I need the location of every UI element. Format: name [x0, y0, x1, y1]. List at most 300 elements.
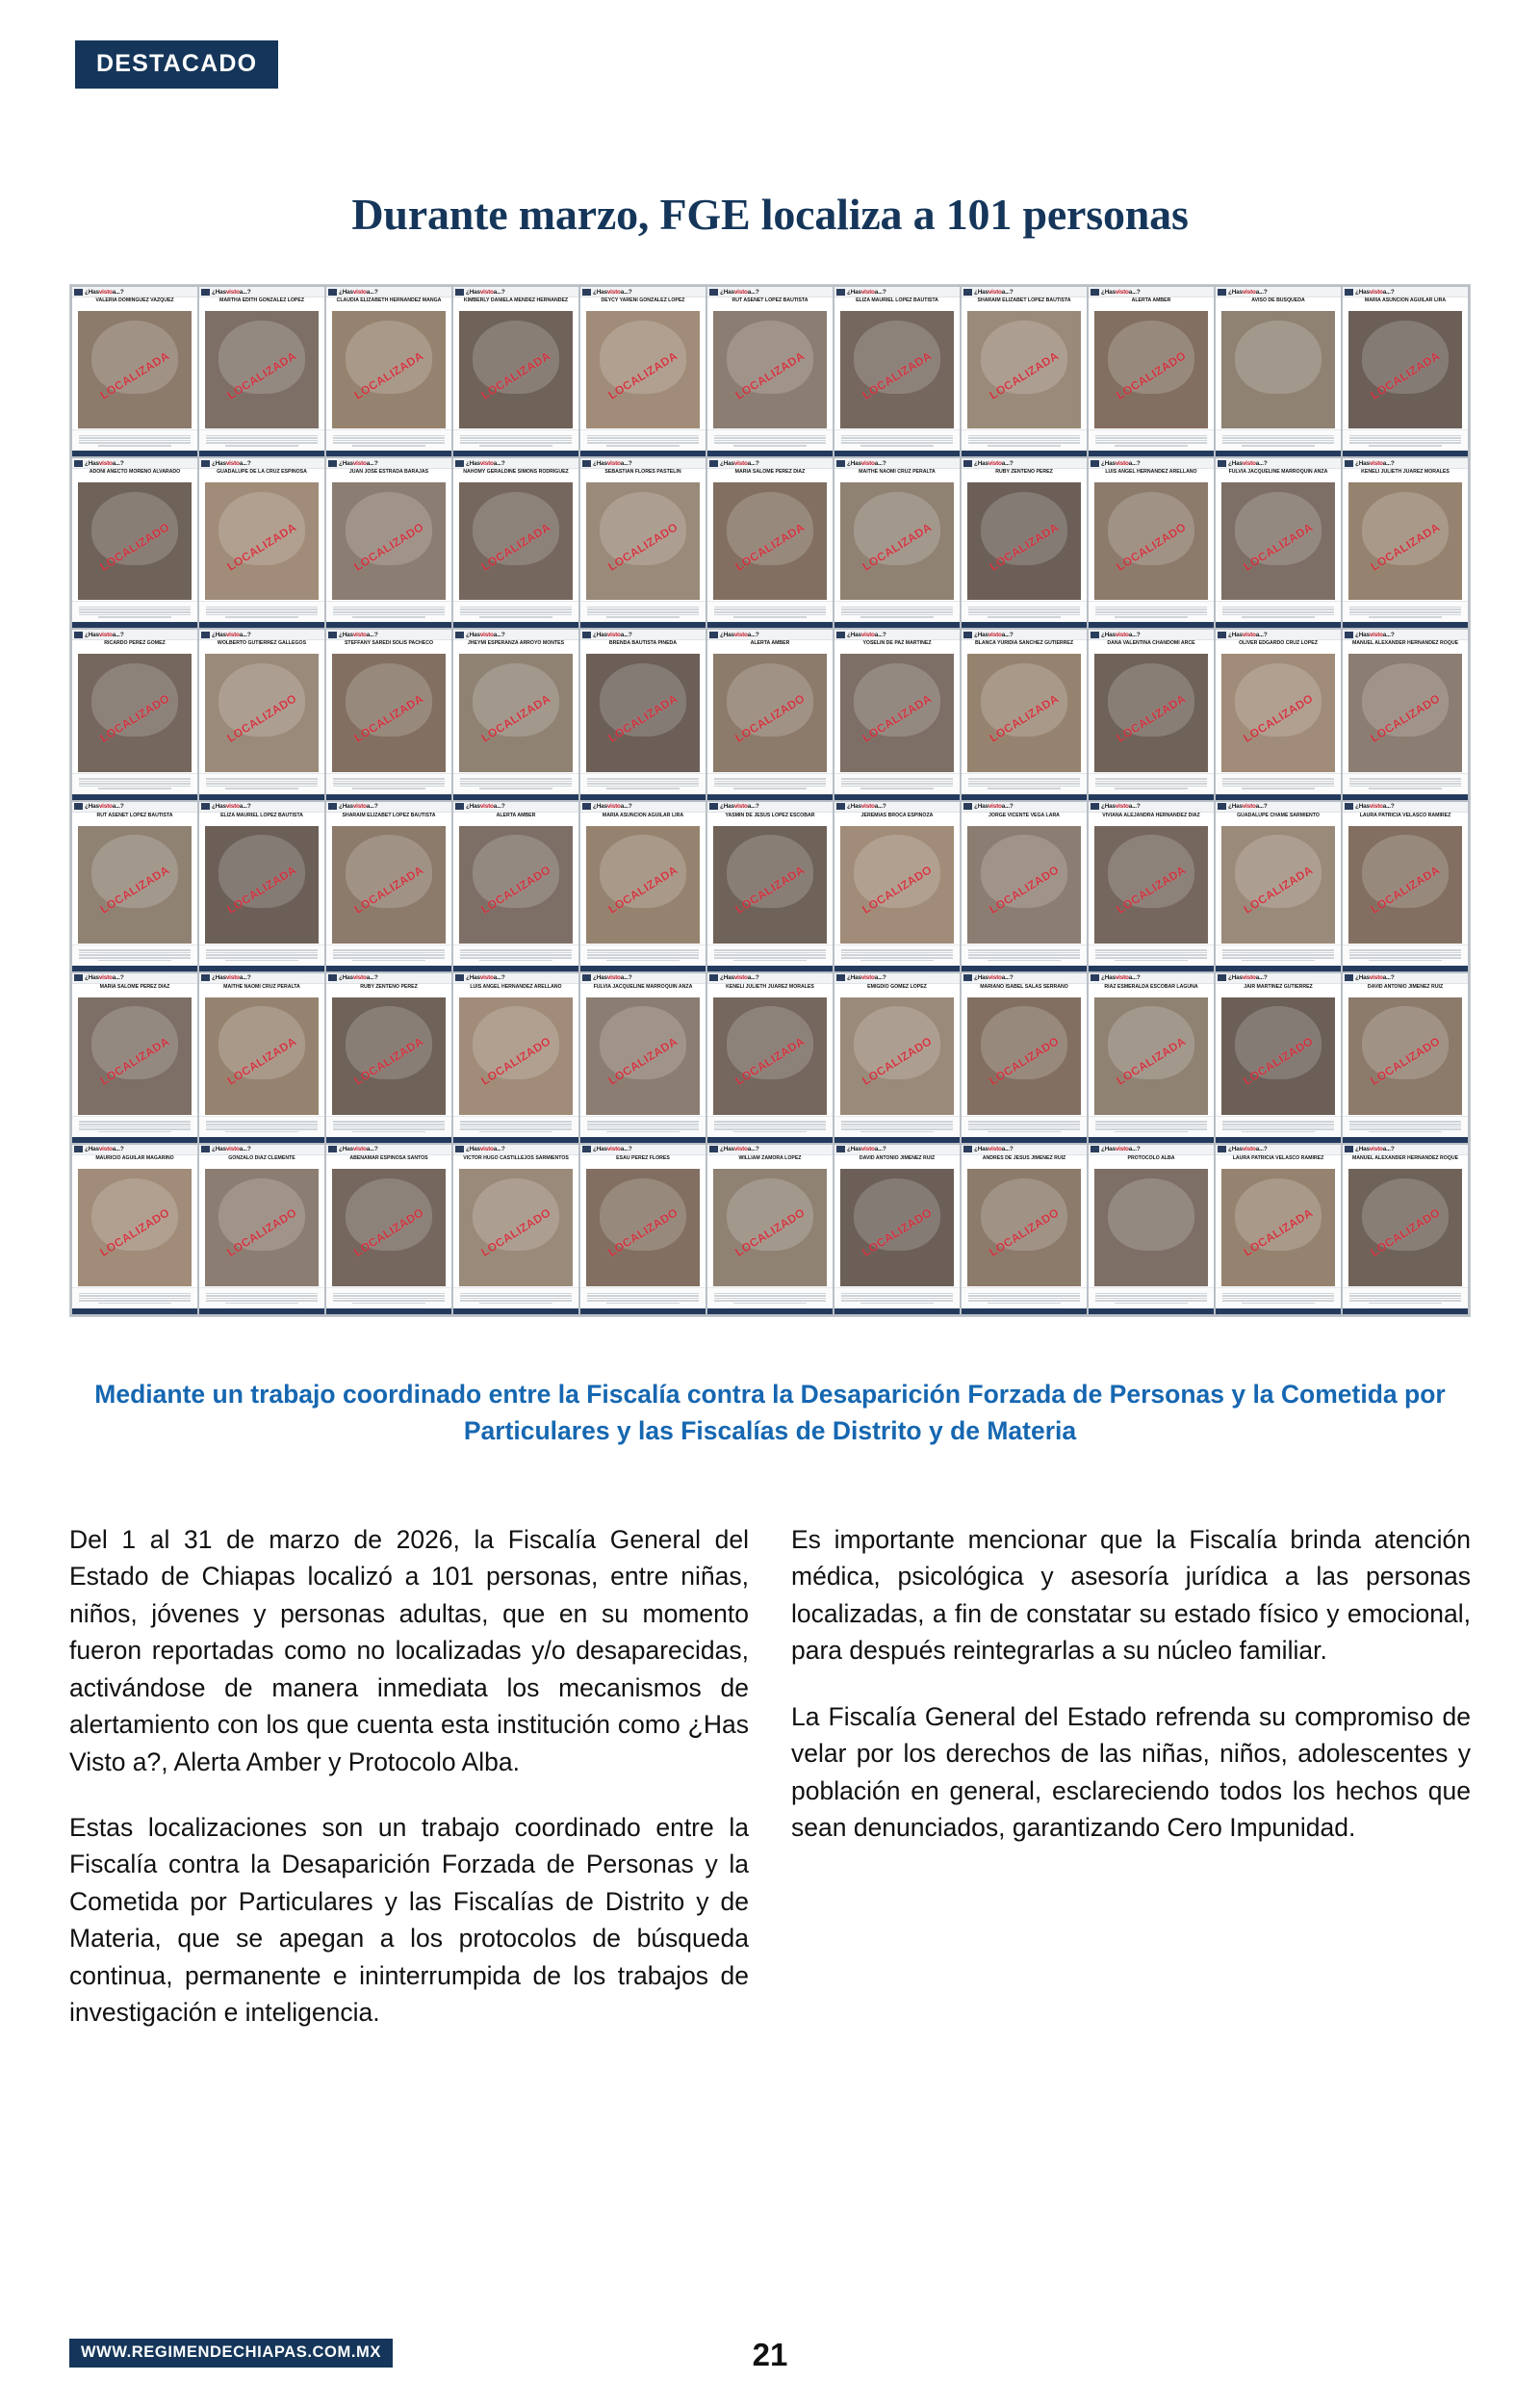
poster-card-header [834, 973, 960, 984]
poster-card-header [1343, 458, 1468, 469]
localizada-stamp: LOCALIZADO [1114, 519, 1189, 574]
poster-card-header [1216, 458, 1341, 469]
poster-detail-line [206, 440, 318, 442]
poster-detail-line [333, 1126, 445, 1128]
poster-detail-line [587, 1128, 699, 1130]
poster-card-header [580, 973, 706, 984]
poster-footer-strip [834, 794, 960, 800]
poster-card [72, 630, 197, 799]
localizada-stamp: LOCALIZADO [1368, 1034, 1443, 1089]
poster-detail-line [479, 788, 552, 789]
poster-detail-line [860, 445, 934, 447]
poster-detail-line [587, 614, 699, 616]
poster-card-header [962, 802, 1087, 813]
poster-detail-line [1349, 957, 1461, 959]
poster-card-details [1343, 429, 1468, 451]
poster-detail-line [1095, 435, 1207, 437]
poster-card-details [1089, 773, 1214, 794]
poster-detail-line [1349, 1128, 1461, 1130]
has-visto-label: ¿Hasvistoa...? [974, 459, 1014, 467]
poster-detail-line [587, 781, 699, 783]
poster-detail-line [1369, 1131, 1442, 1133]
fge-logo-icon [963, 289, 972, 296]
poster-grid [70, 285, 1470, 1316]
poster-person-photo [459, 311, 573, 428]
poster-person-name: ANDRES DE JESUS JIMENEZ RUIZ [982, 1154, 1066, 1161]
poster-footer-strip [199, 1137, 324, 1143]
poster-detail-line [206, 778, 318, 780]
poster-detail-line [587, 1126, 699, 1128]
fge-logo-icon [201, 974, 210, 981]
fge-logo-icon [328, 460, 337, 467]
has-visto-label: ¿Hasvistoa...? [1228, 974, 1268, 982]
poster-person-photo [967, 1169, 1081, 1286]
poster-detail-line [460, 1121, 572, 1123]
poster-person-name: YASMIN DE JESUS LOPEZ ESCOBAR [725, 812, 815, 818]
poster-card [326, 973, 451, 1143]
poster-detail-line [714, 786, 826, 788]
poster-person-photo [840, 482, 954, 600]
poster-card-details [326, 1287, 451, 1308]
poster-footer-strip [1216, 451, 1341, 456]
poster-detail-line [1349, 440, 1461, 442]
poster-detail-line [968, 783, 1080, 785]
poster-footer-strip [707, 451, 833, 456]
poster-detail-line [968, 778, 1080, 780]
poster-detail-line [1349, 437, 1461, 439]
poster-card [453, 287, 578, 456]
poster-person-name: SHARAIM ELIZABET LOPEZ BAUTISTA [977, 298, 1071, 303]
poster-person-photo [1094, 311, 1208, 428]
fge-logo-icon [963, 803, 972, 810]
poster-person-photo [967, 997, 1081, 1115]
poster-card-header [707, 287, 833, 298]
poster-person-photo [1221, 654, 1335, 771]
poster-detail-line [1222, 1128, 1334, 1130]
poster-card-details [453, 1287, 578, 1308]
poster-detail-line [333, 781, 445, 783]
poster-person-name: SHARAIM ELIZABET LOPEZ BAUTISTA [342, 812, 436, 818]
poster-person-name: MANUEL ALEXANDER HERNANDEZ ROQUE [1351, 640, 1459, 647]
localizada-stamp: LOCALIZADO [860, 1205, 935, 1260]
poster-detail-line [841, 611, 953, 613]
has-visto-label: ¿Hasvistoa...? [1355, 459, 1395, 467]
poster-detail-line [968, 608, 1080, 610]
poster-detail-line [352, 1303, 425, 1305]
poster-footer-strip [834, 622, 960, 628]
poster-card-header [326, 287, 451, 298]
poster-footer-strip [1089, 622, 1214, 628]
poster-detail-line [79, 1121, 191, 1123]
poster-detail-line [860, 1303, 934, 1305]
poster-footer-strip [834, 1308, 960, 1314]
poster-person-name: DANA VALENTINA CHANDOMI ARCE [1107, 640, 1195, 647]
has-visto-label: ¿Hasvistoa...? [466, 631, 505, 638]
poster-person-photo [205, 997, 319, 1115]
poster-person-photo [1348, 311, 1462, 428]
poster-person-photo [1221, 997, 1335, 1115]
poster-detail-line [460, 440, 572, 442]
poster-detail-line [968, 440, 1080, 442]
fge-logo-icon [455, 974, 464, 981]
poster-person-name: OLIVER EDGARDO CRUZ LOPEZ [1239, 640, 1318, 647]
poster-detail-line [1222, 1295, 1334, 1297]
poster-detail-line [968, 435, 1080, 437]
localizada-stamp: LOCALIZADA [351, 691, 426, 745]
has-visto-label: ¿Hasvistoa...? [212, 1146, 251, 1153]
localizada-stamp: LOCALIZADO [478, 1205, 553, 1260]
poster-footer-strip [1089, 1308, 1214, 1314]
poster-person-photo [586, 654, 700, 771]
poster-person-photo [713, 826, 827, 944]
poster-card-details [72, 1116, 197, 1137]
poster-detail-line [988, 445, 1061, 447]
poster-person-photo [713, 482, 827, 600]
poster-card-header [199, 287, 324, 298]
poster-person-photo [459, 654, 573, 771]
poster-footer-strip [1089, 1137, 1214, 1143]
poster-detail-line [1095, 1293, 1207, 1295]
poster-detail-line [206, 611, 318, 613]
poster-card-details [1343, 601, 1468, 622]
poster-person-photo [332, 482, 446, 600]
poster-detail-line [1222, 783, 1334, 785]
poster-card [580, 630, 706, 799]
poster-footer-strip [326, 451, 451, 456]
poster-detail-line [841, 1128, 953, 1130]
poster-detail-line [841, 954, 953, 956]
localizada-stamp: LOCALIZADO [351, 1205, 426, 1260]
poster-card [326, 630, 451, 799]
poster-detail-line [841, 952, 953, 954]
localizada-stamp: LOCALIZADO [97, 519, 172, 574]
poster-detail-line [1349, 1298, 1461, 1300]
poster-detail-line [841, 437, 953, 439]
has-visto-label: ¿Hasvistoa...? [85, 288, 124, 296]
poster-person-photo [586, 826, 700, 944]
poster-detail-line [206, 608, 318, 610]
localizada-stamp: LOCALIZADA [224, 863, 299, 917]
poster-card [962, 287, 1087, 456]
poster-detail-line [479, 1303, 552, 1305]
poster-detail-line [1095, 786, 1207, 788]
has-visto-label: ¿Hasvistoa...? [212, 974, 251, 982]
poster-detail-line [1095, 778, 1207, 780]
poster-person-name: MARIA SALOME PEREZ DIAZ [99, 983, 170, 990]
poster-card-details [453, 429, 578, 451]
poster-detail-line [1095, 437, 1207, 439]
poster-card-details [834, 773, 960, 794]
poster-card-header [707, 458, 833, 469]
poster-detail-line [1115, 616, 1188, 618]
localizada-stamp: LOCALIZADA [860, 691, 935, 745]
poster-detail-line [1349, 949, 1461, 951]
poster-card [707, 630, 833, 799]
poster-person-name: ALERTA AMBER [750, 640, 790, 647]
poster-footer-strip [1343, 1308, 1468, 1314]
poster-detail-line [225, 960, 298, 962]
poster-detail-line [1349, 1121, 1461, 1123]
poster-person-name: JUAN JOSE ESTRADA BARAJAS [348, 469, 429, 476]
poster-detail-line [1349, 781, 1461, 783]
poster-detail-line [606, 445, 680, 447]
localizada-stamp: LOCALIZADO [478, 1034, 553, 1089]
localizada-stamp: LOCALIZADA [478, 691, 553, 745]
poster-detail-line [1095, 783, 1207, 785]
fge-logo-icon [582, 803, 591, 810]
poster-footer-strip [834, 451, 960, 456]
poster-detail-line [968, 1124, 1080, 1126]
localizada-stamp: LOCALIZADA [732, 348, 808, 402]
has-visto-label: ¿Hasvistoa...? [847, 803, 886, 810]
poster-person-name: BRENDA BAUTISTA PINEDA [608, 640, 678, 647]
poster-footer-strip [962, 1137, 1087, 1143]
poster-person-name: MARIA ASUNCION AGUILAR LIRA [602, 812, 684, 818]
poster-card [962, 1145, 1087, 1314]
poster-footer-strip [1216, 622, 1341, 628]
footer-bar [0, 2335, 1540, 2381]
poster-detail-line [1349, 1300, 1461, 1302]
poster-detail-line [460, 437, 572, 439]
localizada-stamp: LOCALIZADA [605, 863, 680, 917]
poster-card-details [326, 945, 451, 966]
poster-card-header [580, 458, 706, 469]
poster-detail-line [1222, 1121, 1334, 1123]
poster-card-details [199, 1116, 324, 1137]
body-paragraph: Del 1 al 31 de marzo de 2026, la Fiscalía General del Estado de Chiapas localizó a 101 personas, entre niñas, niños, jóvenes y personas adultas, que en su momento fueron reportadas como no localizadas y/o desaparecidas, activándose de manera inmediata los mecanismos de alertamiento con los que cuenta esta institución como ¿Has Visto a?, Alerta Amber y Protocolo Alba. [69, 1525, 749, 1776]
poster-detail-line [352, 1131, 425, 1133]
poster-card-details [707, 601, 833, 622]
poster-detail-line [79, 607, 191, 608]
poster-card-details [1216, 601, 1341, 622]
fge-logo-icon [1345, 460, 1353, 467]
poster-detail-line [333, 952, 445, 954]
poster-detail-line [460, 611, 572, 613]
localizada-stamp: LOCALIZADO [605, 1205, 680, 1260]
localizada-stamp: LOCALIZADA [224, 520, 299, 574]
poster-detail-line [714, 614, 826, 616]
poster-detail-line [79, 437, 191, 439]
poster-footer-strip [326, 1137, 451, 1143]
poster-person-name: RUT ASENET LOPEZ BAUTISTA [732, 298, 808, 303]
poster-person-photo [1094, 482, 1208, 600]
poster-detail-line [714, 437, 826, 439]
poster-detail-line [352, 960, 425, 962]
poster-footer-strip [72, 622, 197, 628]
poster-card-details [707, 429, 833, 451]
poster-person-photo [1221, 482, 1335, 600]
poster-detail-line [1349, 442, 1461, 444]
poster-detail-line [587, 957, 699, 959]
poster-person-photo [1348, 1169, 1462, 1286]
poster-detail-line [714, 1126, 826, 1128]
poster-person-photo [78, 826, 192, 944]
fge-logo-icon [709, 460, 718, 467]
poster-card [834, 973, 960, 1143]
poster-detail-line [1095, 442, 1207, 444]
localizada-stamp: LOCALIZADA [1368, 520, 1443, 574]
poster-card-header [72, 973, 197, 984]
poster-person-name: ALERTA AMBER [496, 812, 536, 818]
poster-footer-strip [199, 1308, 324, 1314]
poster-detail-line [333, 1128, 445, 1130]
poster-card [834, 630, 960, 799]
poster-person-photo [332, 654, 446, 771]
poster-card-header [707, 630, 833, 640]
poster-detail-line [206, 952, 318, 954]
poster-person-photo [967, 654, 1081, 771]
localizada-stamp: LOCALIZADA [732, 863, 808, 917]
poster-card-header [72, 802, 197, 813]
localizada-stamp: LOCALIZADA [732, 520, 808, 574]
localizada-stamp: LOCALIZADO [605, 519, 680, 574]
poster-person-name: MANUEL ALEXANDER HERNANDEZ ROQUE [1351, 1154, 1459, 1161]
poster-card-header [199, 458, 324, 469]
poster-footer-strip [707, 794, 833, 800]
poster-person-name: RUBY ZENTENO PEREZ [995, 469, 1053, 476]
poster-detail-line [1115, 960, 1188, 962]
localizada-stamp: LOCALIZADO [987, 1205, 1062, 1260]
has-visto-label: ¿Hasvistoa...? [593, 803, 632, 810]
poster-collage-image [69, 284, 1471, 1317]
fge-logo-icon [1345, 803, 1353, 810]
poster-detail-line [79, 1300, 191, 1302]
poster-card [1216, 802, 1341, 971]
poster-detail-line [1115, 445, 1188, 447]
poster-detail-line [587, 778, 699, 780]
poster-card-details [199, 773, 324, 794]
poster-person-name: VICTOR HUGO CASTILLEJOS SARMIENTOS [463, 1154, 569, 1161]
fge-logo-icon [74, 289, 83, 296]
has-visto-label: ¿Hasvistoa...? [974, 974, 1014, 982]
poster-detail-line [733, 960, 807, 962]
poster-detail-line [968, 1298, 1080, 1300]
poster-card-details [1343, 1116, 1468, 1137]
has-visto-label: ¿Hasvistoa...? [1355, 803, 1395, 810]
fge-logo-icon [582, 632, 591, 638]
poster-card [1089, 973, 1214, 1143]
poster-detail-line [1222, 952, 1334, 954]
poster-person-photo [332, 311, 446, 428]
fge-logo-icon [74, 1146, 83, 1152]
poster-card-header [199, 1145, 324, 1155]
has-visto-label: ¿Hasvistoa...? [847, 631, 886, 638]
poster-detail-line [1095, 1298, 1207, 1300]
poster-person-photo [1221, 826, 1335, 944]
poster-detail-line [841, 435, 953, 437]
poster-card-details [199, 601, 324, 622]
poster-card-details [326, 1116, 451, 1137]
localizada-stamp: LOCALIZADA [97, 348, 172, 402]
poster-detail-line [1369, 788, 1442, 789]
poster-detail-line [479, 1131, 552, 1133]
poster-card-details [453, 601, 578, 622]
poster-card-header [580, 1145, 706, 1155]
fge-logo-icon [1345, 1146, 1353, 1152]
poster-card [580, 1145, 706, 1314]
poster-footer-strip [1089, 794, 1214, 800]
fge-logo-icon [1218, 632, 1226, 638]
poster-detail-line [225, 1131, 298, 1133]
poster-detail-line [988, 1131, 1061, 1133]
fge-logo-icon [1091, 803, 1099, 810]
poster-person-photo [1094, 826, 1208, 944]
poster-detail-line [333, 954, 445, 956]
poster-card-details [707, 1287, 833, 1308]
poster-detail-line [587, 949, 699, 951]
poster-card-details [326, 773, 451, 794]
poster-detail-line [587, 1293, 699, 1295]
poster-detail-line [1095, 608, 1207, 610]
poster-detail-line [206, 954, 318, 956]
poster-person-name: LAURA PATRICIA VELASCO RAMIREZ [1359, 812, 1451, 818]
has-visto-label: ¿Hasvistoa...? [466, 803, 505, 810]
localizada-stamp: LOCALIZADO [1241, 691, 1316, 745]
poster-detail-line [460, 1295, 572, 1297]
has-visto-label: ¿Hasvistoa...? [1101, 631, 1141, 638]
poster-detail-line [1349, 786, 1461, 788]
fge-logo-icon [1218, 803, 1226, 810]
localizada-stamp: LOCALIZADA [1241, 863, 1316, 917]
poster-detail-line [714, 1293, 826, 1295]
poster-card-details [1089, 601, 1214, 622]
poster-detail-line [841, 778, 953, 780]
poster-detail-line [1095, 1124, 1207, 1126]
poster-detail-line [352, 788, 425, 789]
poster-person-photo [840, 654, 954, 771]
poster-footer-strip [72, 1137, 197, 1143]
poster-detail-line [206, 783, 318, 785]
poster-detail-line [206, 607, 318, 608]
poster-person-name: JORGE VICENTE VEGA LARA [988, 812, 1060, 818]
poster-card-header [1089, 458, 1214, 469]
poster-detail-line [606, 1303, 680, 1305]
poster-card [580, 287, 706, 456]
poster-detail-line [460, 783, 572, 785]
poster-detail-line [79, 614, 191, 616]
poster-detail-line [587, 611, 699, 613]
poster-detail-line [1222, 435, 1334, 437]
poster-footer-strip [1343, 451, 1468, 456]
fge-logo-icon [328, 1146, 337, 1152]
poster-card-header [72, 458, 197, 469]
poster-detail-line [352, 616, 425, 618]
has-visto-label: ¿Hasvistoa...? [720, 288, 759, 296]
poster-person-photo [967, 826, 1081, 944]
poster-detail-line [1242, 788, 1315, 789]
poster-detail-line [841, 614, 953, 616]
localizada-stamp: LOCALIZADA [478, 348, 553, 402]
poster-person-photo [586, 311, 700, 428]
poster-footer-strip [580, 451, 706, 456]
body-paragraph: Estas localizaciones son un trabajo coordinado entre la Fiscalía contra la Desaparición Forzada de Personas y la Cometida por Particulares y las Fiscalías de Distrito y de Materia, que se apegan a los protocolos de búsqueda continua, permanente e ininterrumpida de los trabajos de investigación e inteligencia. [69, 1812, 749, 2028]
poster-detail-line [860, 960, 934, 962]
poster-detail-line [1095, 1300, 1207, 1302]
poster-card-header [1343, 630, 1468, 640]
poster-card-details [72, 601, 197, 622]
poster-detail-line [733, 1303, 807, 1305]
poster-card-header [1089, 287, 1214, 298]
poster-detail-line [1222, 440, 1334, 442]
poster-card-details [453, 773, 578, 794]
poster-person-name: RICARDO PEREZ GOMEZ [104, 640, 166, 647]
poster-detail-line [460, 957, 572, 959]
poster-card-header [1089, 1145, 1214, 1155]
poster-person-photo [1348, 654, 1462, 771]
poster-card [1343, 802, 1468, 971]
poster-person-name: LAURA PATRICIA VELASCO RAMIREZ [1232, 1154, 1324, 1161]
poster-detail-line [460, 614, 572, 616]
